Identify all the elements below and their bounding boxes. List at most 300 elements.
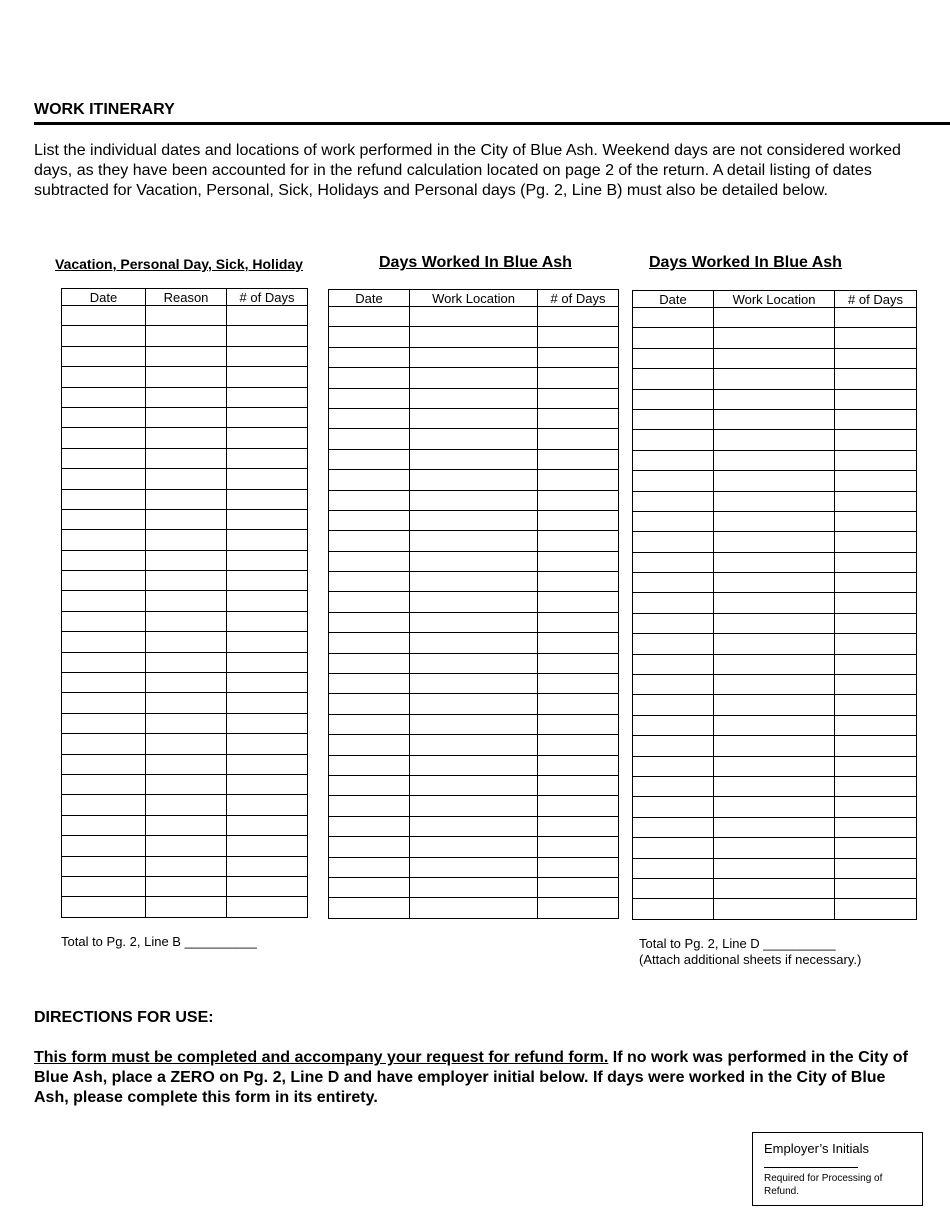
table-cell[interactable] — [62, 897, 146, 917]
table-cell[interactable] — [633, 308, 714, 328]
table-cell[interactable] — [62, 591, 146, 611]
table-cell[interactable] — [146, 897, 227, 917]
table-cell[interactable] — [227, 306, 308, 326]
table-cell[interactable] — [227, 815, 308, 835]
table-cell[interactable] — [227, 632, 308, 652]
table-cell[interactable] — [62, 407, 146, 427]
table-cell[interactable] — [62, 428, 146, 448]
table-cell[interactable] — [410, 470, 538, 490]
table-cell[interactable] — [714, 552, 835, 572]
table-cell[interactable] — [62, 550, 146, 570]
table-cell[interactable] — [835, 858, 917, 878]
table-cell[interactable] — [410, 368, 538, 388]
table-cell[interactable] — [410, 816, 538, 836]
table-cell[interactable] — [329, 633, 410, 653]
table-cell[interactable] — [538, 307, 619, 327]
table-cell[interactable] — [62, 836, 146, 856]
table-cell[interactable] — [410, 408, 538, 428]
table-cell[interactable] — [410, 694, 538, 714]
table-cell[interactable] — [714, 532, 835, 552]
table-cell[interactable] — [410, 775, 538, 795]
table-cell[interactable] — [146, 367, 227, 387]
table-cell[interactable] — [329, 307, 410, 327]
table-cell[interactable] — [538, 572, 619, 592]
table-cell[interactable] — [633, 776, 714, 796]
table-row — [329, 633, 619, 653]
table-cell[interactable] — [633, 736, 714, 756]
table-cell[interactable] — [714, 613, 835, 633]
table-cell[interactable] — [633, 858, 714, 878]
table-cell[interactable] — [62, 326, 146, 346]
table-cell[interactable] — [835, 573, 917, 593]
table-cell[interactable] — [538, 857, 619, 877]
table-cell[interactable] — [410, 327, 538, 347]
table-cell[interactable] — [62, 632, 146, 652]
total-line-b[interactable]: Total to Pg. 2, Line B __________ — [61, 934, 257, 949]
table-cell[interactable] — [62, 530, 146, 550]
table-cell[interactable] — [633, 878, 714, 898]
table-cell[interactable] — [62, 652, 146, 672]
table-cell[interactable] — [329, 510, 410, 530]
table-cell[interactable] — [146, 428, 227, 448]
table-cell[interactable] — [835, 715, 917, 735]
table-cell[interactable] — [410, 714, 538, 734]
table-cell[interactable] — [633, 899, 714, 919]
table-cell[interactable] — [714, 878, 835, 898]
table-cell[interactable] — [538, 592, 619, 612]
table-cell[interactable] — [62, 306, 146, 326]
intro-paragraph: List the individual dates and locations of work performed in the City of Blue Ash. Weekend days are not considered worked days, as they have been accounted for in the refund calculation located on page 2 of the return. A detail listing of dates subtracted for Vacation, Personal, Sick, Holidays and Personal days (Pg. 2, Line B) must also be detailed below. — [34, 142, 901, 199]
table-cell[interactable] — [62, 774, 146, 794]
employer-note: Required for Processing of Refund. — [764, 1173, 883, 1197]
table-cell[interactable] — [538, 796, 619, 816]
table-cell[interactable] — [538, 408, 619, 428]
table-cell[interactable] — [835, 430, 917, 450]
table-cell[interactable] — [410, 388, 538, 408]
table-cell[interactable] — [329, 674, 410, 694]
total-line-d[interactable]: Total to Pg. 2, Line D __________ — [639, 936, 836, 951]
table-cell[interactable] — [329, 327, 410, 347]
table-cell[interactable] — [633, 613, 714, 633]
table-cell[interactable] — [835, 613, 917, 633]
table-cell[interactable] — [329, 592, 410, 612]
table-cell[interactable] — [714, 858, 835, 878]
table-cell[interactable] — [410, 531, 538, 551]
table-cell[interactable] — [714, 471, 835, 491]
table-cell[interactable] — [835, 634, 917, 654]
table-row — [62, 469, 308, 489]
table-cell[interactable] — [410, 510, 538, 530]
table-cell[interactable] — [62, 693, 146, 713]
table-cell[interactable] — [410, 857, 538, 877]
table-row — [62, 448, 308, 468]
table-cell[interactable] — [410, 449, 538, 469]
table-cell[interactable] — [329, 653, 410, 673]
table-row — [633, 573, 917, 593]
table-cell[interactable] — [329, 612, 410, 632]
table-cell[interactable] — [714, 899, 835, 919]
table-cell[interactable] — [227, 734, 308, 754]
table-cell[interactable] — [835, 675, 917, 695]
table-cell[interactable] — [714, 715, 835, 735]
table-cell[interactable] — [633, 369, 714, 389]
table-cell[interactable] — [714, 654, 835, 674]
table-cell[interactable] — [329, 837, 410, 857]
table-cell[interactable] — [62, 815, 146, 835]
table-cell[interactable] — [538, 653, 619, 673]
table-cell[interactable] — [62, 673, 146, 693]
table-cell[interactable] — [633, 532, 714, 552]
table-cell[interactable] — [633, 675, 714, 695]
table-cell[interactable] — [835, 471, 917, 491]
table-cell[interactable] — [62, 856, 146, 876]
table-cell[interactable] — [714, 389, 835, 409]
table-cell[interactable] — [538, 674, 619, 694]
table-cell[interactable] — [62, 754, 146, 774]
table-cell[interactable] — [227, 550, 308, 570]
table-cell[interactable] — [835, 511, 917, 531]
table-cell[interactable] — [633, 838, 714, 858]
table-cell[interactable] — [329, 449, 410, 469]
table-cell[interactable] — [146, 673, 227, 693]
table-cell[interactable] — [714, 430, 835, 450]
table-row — [329, 674, 619, 694]
table-cell[interactable] — [227, 897, 308, 917]
table-cell[interactable] — [633, 348, 714, 368]
table-row — [62, 815, 308, 835]
table-cell[interactable] — [62, 571, 146, 591]
table-cell[interactable] — [633, 389, 714, 409]
table-cell[interactable] — [835, 308, 917, 328]
table-cell[interactable] — [329, 816, 410, 836]
table-cell[interactable] — [329, 735, 410, 755]
table-cell[interactable] — [227, 571, 308, 591]
table-cell[interactable] — [410, 612, 538, 632]
table-cell[interactable] — [62, 448, 146, 468]
table-cell[interactable] — [62, 346, 146, 366]
table-cell[interactable] — [714, 308, 835, 328]
table-row — [329, 796, 619, 816]
table-cell[interactable] — [146, 713, 227, 733]
table-cell[interactable] — [835, 593, 917, 613]
table-cell[interactable] — [538, 735, 619, 755]
table-cell[interactable] — [329, 694, 410, 714]
table-cell[interactable] — [146, 795, 227, 815]
table-cell[interactable] — [538, 449, 619, 469]
table-cell[interactable] — [227, 387, 308, 407]
table-cell[interactable] — [633, 471, 714, 491]
table-cell[interactable] — [714, 776, 835, 796]
table-cell[interactable] — [714, 348, 835, 368]
table-cell[interactable] — [62, 734, 146, 754]
table-cell[interactable] — [633, 430, 714, 450]
table-cell[interactable] — [538, 510, 619, 530]
table-cell[interactable] — [538, 429, 619, 449]
table-cell[interactable] — [146, 754, 227, 774]
table-cell[interactable] — [227, 876, 308, 896]
table-row — [633, 308, 917, 328]
table-cell[interactable] — [146, 550, 227, 570]
table-cell[interactable] — [62, 713, 146, 733]
table-cell[interactable] — [227, 407, 308, 427]
table-cell[interactable] — [835, 552, 917, 572]
table-cell[interactable] — [146, 693, 227, 713]
table-cell[interactable] — [227, 652, 308, 672]
table-cell[interactable] — [410, 633, 538, 653]
table-row — [62, 611, 308, 631]
table-cell[interactable] — [633, 573, 714, 593]
table-row — [62, 346, 308, 366]
form-title: WORK ITINERARY — [34, 101, 175, 118]
table-row — [633, 776, 917, 796]
table-cell[interactable] — [62, 387, 146, 407]
table-cell[interactable] — [835, 736, 917, 756]
table-cell[interactable] — [62, 489, 146, 509]
table-cell[interactable] — [146, 734, 227, 754]
table-cell[interactable] — [835, 654, 917, 674]
table-cell[interactable] — [227, 448, 308, 468]
employer-initials-line[interactable] — [764, 1167, 858, 1168]
table-cell[interactable] — [538, 490, 619, 510]
table-cell[interactable] — [146, 448, 227, 468]
table-cell[interactable] — [329, 368, 410, 388]
table-cell[interactable] — [835, 899, 917, 919]
table-cell[interactable] — [227, 836, 308, 856]
table-cell[interactable] — [329, 408, 410, 428]
table-cell[interactable] — [329, 470, 410, 490]
table-cell[interactable] — [329, 755, 410, 775]
table-cell[interactable] — [633, 552, 714, 572]
table-cell[interactable] — [329, 877, 410, 897]
table-cell[interactable] — [714, 797, 835, 817]
table-cell[interactable] — [633, 654, 714, 674]
table-cell[interactable] — [146, 469, 227, 489]
table-cell[interactable] — [146, 326, 227, 346]
table-cell[interactable] — [410, 837, 538, 857]
table-cell[interactable] — [714, 634, 835, 654]
table-cell[interactable] — [835, 450, 917, 470]
table-cell[interactable] — [227, 346, 308, 366]
table-cell[interactable] — [146, 632, 227, 652]
table-cell[interactable] — [329, 857, 410, 877]
table-cell[interactable] — [538, 531, 619, 551]
table-cell[interactable] — [329, 347, 410, 367]
table-cell[interactable] — [146, 836, 227, 856]
table-cell[interactable] — [633, 797, 714, 817]
table-cell[interactable] — [538, 368, 619, 388]
table-row — [62, 306, 308, 326]
table-cell[interactable] — [538, 551, 619, 571]
table-row — [633, 878, 917, 898]
table-cell[interactable] — [835, 695, 917, 715]
table-cell[interactable] — [835, 838, 917, 858]
table-cell[interactable] — [146, 387, 227, 407]
table-cell[interactable] — [146, 571, 227, 591]
table-cell[interactable] — [633, 491, 714, 511]
table-cell[interactable] — [329, 531, 410, 551]
table-cell[interactable] — [835, 776, 917, 796]
table-cell[interactable] — [714, 369, 835, 389]
table-cell[interactable] — [714, 695, 835, 715]
table-cell[interactable] — [633, 756, 714, 776]
table-cell[interactable] — [329, 551, 410, 571]
table-cell[interactable] — [410, 490, 538, 510]
table-cell[interactable] — [714, 491, 835, 511]
table-cell[interactable] — [62, 509, 146, 529]
table-cell[interactable] — [146, 856, 227, 876]
table-cell[interactable] — [62, 795, 146, 815]
days-worked-table-1 — [328, 289, 619, 919]
table-cell[interactable] — [538, 714, 619, 734]
table-cell[interactable] — [227, 326, 308, 346]
table-cell[interactable] — [538, 837, 619, 857]
table-cell[interactable] — [146, 306, 227, 326]
table-cell[interactable] — [410, 653, 538, 673]
directions-text: If no work was performed in the City of Blue Ash, place a ZERO on Pg. 2, Line D and have employer initial below. If days were worked in the City of Blue Ash, please complete this form in its entirety. — [34, 1049, 908, 1106]
table-cell[interactable] — [146, 591, 227, 611]
table-cell[interactable] — [227, 774, 308, 794]
table-cell[interactable] — [227, 591, 308, 611]
table-cell[interactable] — [329, 572, 410, 592]
table-cell[interactable] — [538, 775, 619, 795]
table-cell[interactable] — [714, 511, 835, 531]
table-cell[interactable] — [329, 775, 410, 795]
table-cell[interactable] — [410, 572, 538, 592]
table-cell[interactable] — [227, 673, 308, 693]
table-cell[interactable] — [329, 796, 410, 816]
table-cell[interactable] — [633, 634, 714, 654]
table-cell[interactable] — [538, 694, 619, 714]
table-cell[interactable] — [410, 347, 538, 367]
table-cell[interactable] — [538, 816, 619, 836]
table-cell[interactable] — [714, 573, 835, 593]
table-cell[interactable] — [227, 713, 308, 733]
table-cell[interactable] — [62, 611, 146, 631]
table-cell[interactable] — [538, 347, 619, 367]
table-cell[interactable] — [835, 491, 917, 511]
table-cell[interactable] — [62, 367, 146, 387]
table-cell[interactable] — [714, 409, 835, 429]
table-cell[interactable] — [227, 367, 308, 387]
table-cell[interactable] — [633, 715, 714, 735]
table-cell[interactable] — [227, 795, 308, 815]
table-cell[interactable] — [538, 898, 619, 918]
table-cell[interactable] — [538, 633, 619, 653]
table-cell[interactable] — [410, 877, 538, 897]
table-cell[interactable] — [227, 489, 308, 509]
table-cell[interactable] — [633, 593, 714, 613]
table-cell[interactable] — [633, 450, 714, 470]
table-cell[interactable] — [410, 898, 538, 918]
table-cell[interactable] — [633, 511, 714, 531]
table-cell[interactable] — [227, 509, 308, 529]
table-cell[interactable] — [329, 898, 410, 918]
table-cell[interactable] — [329, 429, 410, 449]
table-cell[interactable] — [835, 389, 917, 409]
table-cell[interactable] — [538, 877, 619, 897]
table-cell[interactable] — [146, 407, 227, 427]
table-row — [329, 592, 619, 612]
table-row — [329, 531, 619, 551]
table-cell[interactable] — [329, 388, 410, 408]
table-cell[interactable] — [410, 307, 538, 327]
table-cell[interactable] — [146, 611, 227, 631]
table-cell[interactable] — [633, 409, 714, 429]
table-cell[interactable] — [538, 612, 619, 632]
table-row — [62, 693, 308, 713]
table-cell[interactable] — [62, 469, 146, 489]
table-cell[interactable] — [146, 774, 227, 794]
table-cell[interactable] — [633, 695, 714, 715]
table-cell[interactable] — [227, 428, 308, 448]
table-row — [633, 654, 917, 674]
table-cell[interactable] — [227, 693, 308, 713]
table-row — [633, 328, 917, 348]
table-cell[interactable] — [227, 530, 308, 550]
table-cell[interactable] — [146, 530, 227, 550]
table-cell[interactable] — [538, 327, 619, 347]
table-row — [633, 511, 917, 531]
table-cell[interactable] — [835, 532, 917, 552]
table-cell[interactable] — [714, 817, 835, 837]
table-cell[interactable] — [146, 652, 227, 672]
table-cell[interactable] — [714, 675, 835, 695]
table-cell[interactable] — [410, 429, 538, 449]
table-cell[interactable] — [835, 797, 917, 817]
table-cell[interactable] — [714, 736, 835, 756]
table-cell[interactable] — [62, 876, 146, 896]
table-cell[interactable] — [227, 611, 308, 631]
table-cell[interactable] — [146, 876, 227, 896]
table-cell[interactable] — [146, 509, 227, 529]
table-cell[interactable] — [410, 551, 538, 571]
table-cell[interactable] — [146, 815, 227, 835]
table-cell[interactable] — [329, 490, 410, 510]
table-cell[interactable] — [538, 388, 619, 408]
table-cell[interactable] — [835, 328, 917, 348]
table-cell[interactable] — [835, 817, 917, 837]
table-cell[interactable] — [146, 346, 227, 366]
table-cell[interactable] — [227, 469, 308, 489]
table-cell[interactable] — [835, 409, 917, 429]
days-worked-table-2 — [632, 290, 917, 920]
column-header-date: Date — [633, 291, 714, 308]
table-cell[interactable] — [835, 348, 917, 368]
table-cell[interactable] — [714, 593, 835, 613]
table-cell[interactable] — [835, 369, 917, 389]
table-cell[interactable] — [227, 754, 308, 774]
table-cell[interactable] — [835, 756, 917, 776]
table-cell[interactable] — [633, 817, 714, 837]
table-cell[interactable] — [538, 470, 619, 490]
table-cell[interactable] — [329, 714, 410, 734]
table-cell[interactable] — [714, 450, 835, 470]
table-cell[interactable] — [410, 755, 538, 775]
table-cell[interactable] — [714, 756, 835, 776]
table-cell[interactable] — [714, 328, 835, 348]
table-cell[interactable] — [410, 735, 538, 755]
table-cell[interactable] — [538, 755, 619, 775]
table-cell[interactable] — [633, 328, 714, 348]
table-cell[interactable] — [410, 674, 538, 694]
table-cell[interactable] — [835, 878, 917, 898]
table-cell[interactable] — [410, 592, 538, 612]
table-cell[interactable] — [714, 838, 835, 858]
employer-initials-box[interactable] — [752, 1132, 923, 1206]
table-cell[interactable] — [227, 856, 308, 876]
table-cell[interactable] — [410, 796, 538, 816]
table-cell[interactable] — [146, 489, 227, 509]
